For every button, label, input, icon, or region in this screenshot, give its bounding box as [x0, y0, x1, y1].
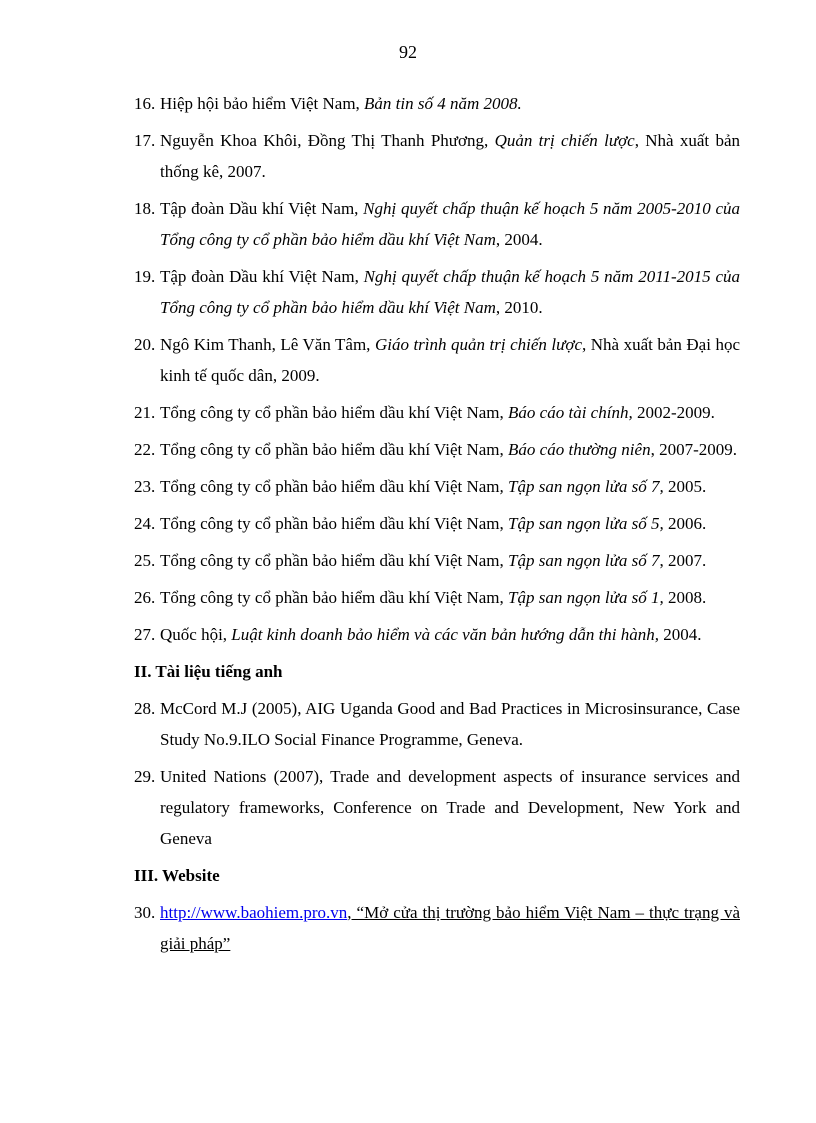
section-heading-website: III. Website	[134, 866, 220, 885]
reference-title: Quản trị chiến lược	[494, 131, 635, 150]
reference-item	[134, 125, 740, 187]
reference-author: Quốc hội,	[160, 625, 232, 644]
reference-number: 21.	[134, 403, 156, 422]
reference-title: Tập san ngọn lửa số 7	[508, 551, 660, 570]
reference-publisher: , Nhà xuất bản thống kê, 2007.	[160, 131, 740, 181]
reference-number: 24.	[134, 514, 156, 533]
reference-title: Tập san ngọn lửa số 5,	[508, 514, 664, 533]
reference-publisher: , 2007-2009.	[650, 440, 737, 459]
reference-number: 28.	[134, 699, 156, 718]
reference-text: United Nations (2007), Trade and development aspects of insurance services and regulatory frameworks, Conference on Trade and Development, New York and Geneva	[160, 767, 740, 848]
reference-item	[134, 545, 740, 576]
website-article-title: , “Mở cửa thị trường bảo hiểm Việt Nam – thực trạng và giải pháp”	[160, 903, 740, 953]
reference-author: Tổng công ty cổ phần bảo hiểm dầu khí Việt Nam,	[160, 551, 509, 570]
reference-publisher: , 2007.	[659, 551, 707, 570]
reference-title: Tập san ngọn lửa số 1,	[508, 588, 664, 607]
reference-number: 18.	[134, 199, 156, 218]
reference-publisher: , 2004.	[495, 230, 543, 249]
reference-number: 25.	[134, 551, 156, 570]
reference-item	[134, 582, 740, 613]
reference-item	[134, 471, 740, 502]
reference-item	[134, 761, 740, 854]
reference-item	[134, 397, 740, 428]
reference-title: Báo cáo tài chính,	[508, 403, 633, 422]
reference-publisher: 2004.	[659, 625, 702, 644]
reference-author: Tổng công ty cổ phần bảo hiểm dầu khí Việt Nam	[160, 477, 500, 496]
reference-author: Tổng công ty cổ phần bảo hiểm dầu khí Việt Nam,	[160, 403, 509, 422]
reference-author: Tổng công ty cổ phần bảo hiểm dầu khí Việt Nam,	[160, 588, 509, 607]
reference-author: Tổng công ty cổ phần bảo hiểm dầu khí Việt Nam,	[160, 440, 509, 459]
section-heading-english: II. Tài liệu tiếng anh	[134, 662, 283, 681]
reference-publisher: , 2010.	[495, 298, 543, 317]
reference-publisher: 2002-2009.	[632, 403, 715, 422]
reference-author: Tổng công ty cổ phần bảo hiểm dầu khí Việt Nam,	[160, 514, 509, 533]
reference-publisher: 2006.	[663, 514, 707, 533]
reference-item	[134, 261, 740, 323]
reference-text: McCord M.J (2005), AIG Uganda Good and Bad Practices in Microsinsurance, Case Study No.9.ILO Social Finance Programme, Geneva.	[160, 699, 740, 749]
reference-author: Nguyễn Khoa Khôi, Đồng Thị Thanh Phương,	[160, 131, 495, 150]
reference-number: 17.	[134, 131, 156, 150]
reference-number: 29.	[134, 767, 156, 786]
reference-item	[134, 897, 740, 959]
reference-item	[134, 619, 740, 650]
reference-number: 30.	[134, 903, 156, 922]
reference-number: 23.	[134, 477, 156, 496]
reference-item	[134, 508, 740, 539]
reference-title: , Tập san ngọn lửa số 7,	[499, 477, 664, 496]
reference-number: 27.	[134, 625, 156, 644]
reference-number: 22.	[134, 440, 156, 459]
reference-title: Giáo trình quản trị chiến lược	[374, 335, 582, 354]
website-link[interactable]: http://www.baohiem.pro.vn	[160, 903, 348, 922]
reference-publisher: 2008.	[663, 588, 707, 607]
reference-title: Bản tin số 4 năm 2008.	[364, 94, 522, 113]
reference-author: Tập đoàn Dầu khí Việt Nam,	[160, 199, 364, 218]
reference-author: Ngô Kim Thanh, Lê Văn Tâm,	[160, 335, 375, 354]
reference-item	[134, 329, 740, 391]
reference-publisher: , Nhà xuất bản Đại học kinh tế quốc dân, 2009.	[160, 335, 740, 385]
reference-item	[134, 88, 740, 119]
reference-number: 16.	[134, 94, 156, 113]
reference-item	[134, 193, 740, 255]
reference-author: Tập đoàn Dầu khí Việt Nam,	[160, 267, 364, 286]
reference-number: 19.	[134, 267, 156, 286]
reference-item	[134, 693, 740, 755]
reference-item	[134, 434, 740, 465]
reference-title: Báo cáo thường niên	[508, 440, 651, 459]
reference-title: Nghị quyết chấp thuận kế hoạch 5 năm 2011-2015 của Tổng công ty cổ phần bảo hiểm dầu khí Việt Nam	[160, 267, 740, 317]
page-number: 92	[399, 42, 417, 62]
reference-number: 20.	[134, 335, 156, 354]
reference-title: Luật kinh doanh bảo hiểm và các văn bản hướng dẫn thi hành,	[231, 625, 660, 644]
reference-number: 26.	[134, 588, 156, 607]
reference-publisher: 2005.	[663, 477, 707, 496]
reference-author: Hiệp hội bảo hiểm Việt Nam,	[160, 94, 365, 113]
reference-list	[134, 88, 740, 965]
reference-title: Nghị quyết chấp thuận kế hoạch 5 năm 2005-2010 của Tổng công ty cổ phần bảo hiểm dầu khí Việt Nam	[160, 199, 741, 249]
